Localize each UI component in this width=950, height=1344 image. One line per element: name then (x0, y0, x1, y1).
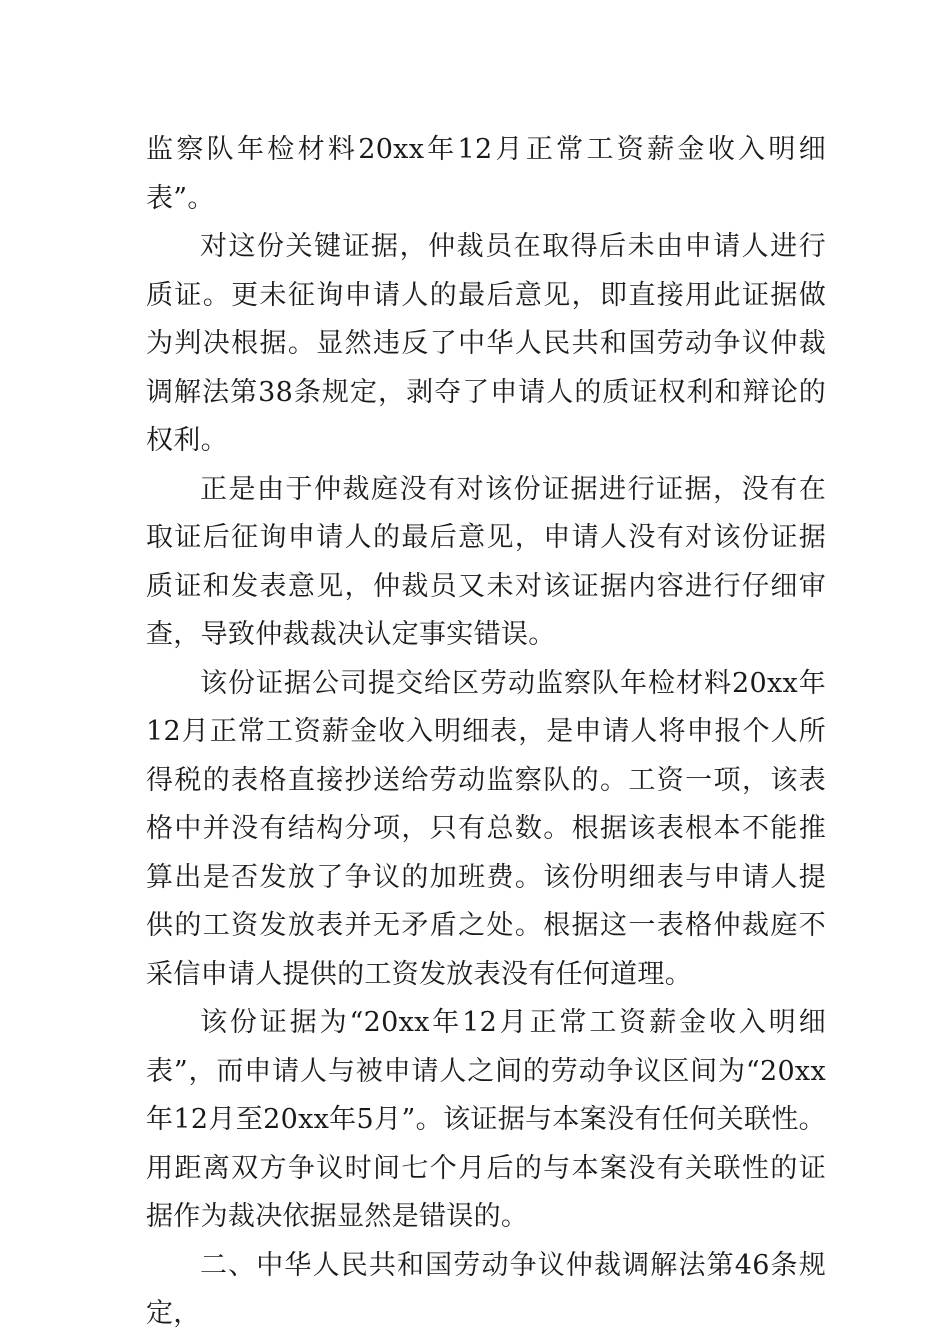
document-body (146, 126, 826, 1339)
paragraph-article-46: 二、中华人民共和国劳动争议仲裁调解法第46条规定， (146, 1249, 826, 1329)
paragraph-fact-error: 正是由于仲裁庭没有对该份证据进行证据，没有在取证后征询申请人的最后意见，申请人没有对该份证据质证和发表意见，仲裁员又未对该证据内容进行仔细审查，导致仲裁裁决认定事实错误。 (146, 473, 826, 650)
paragraph-evidence-cross-examination: 对这份关键证据，仲裁员在取得后未由申请人进行质证。更未征询申请人的最后意见，即直接用此证据做为判决根据。显然违反了中华人民共和国劳动争议仲裁调解法第38条规定，剥夺了申请人的质证权利和辩论的权利。 (146, 231, 826, 456)
paragraph-continuation: 监察队年检材料20xx年12月正常工资薪金收入明细表”。 (146, 134, 826, 214)
paragraph-evidence-relevance: 该份证据为“20xx年12月正常工资薪金收入明细表”，而申请人与被申请人之间的劳动争议区间为“20xx年12月至20xx年5月”。该证据与本案没有任何关联性。用距离双方争议时间七个月后的与本案没有关联性的证据作为裁决依据显然是错误的。 (146, 1007, 826, 1232)
paragraph-evidence-content: 该份证据公司提交给区劳动监察队年检材料20xx年12月正常工资薪金收入明细表，是申请人将申报个人所得税的表格直接抄送给劳动监察队的。工资一项，该表格中并没有结构分项，只有总数。根据该表根本不能推算出是否发放了争议的加班费。该份明细表与申请人提供的工资发放表并无矛盾之处。根据这一表格仲裁庭不采信申请人提供的工资发放表没有任何道理。 (146, 667, 826, 990)
